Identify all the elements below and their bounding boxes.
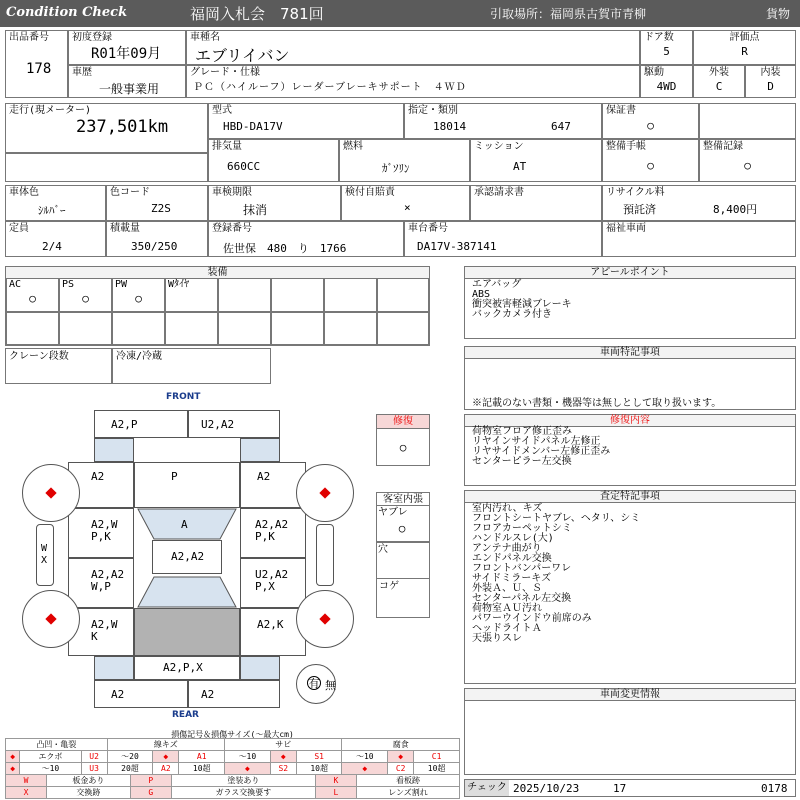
mission: AT — [513, 160, 527, 173]
spare-has: 有 — [308, 677, 320, 690]
front-bumper-right — [188, 410, 280, 438]
first-reg-label: 初度登録 — [72, 32, 112, 43]
colorcode-cell — [106, 185, 208, 221]
dmg-rb-l: A2 — [111, 688, 125, 701]
disp-cell — [208, 139, 339, 182]
code-key: L — [315, 787, 356, 799]
special-title: 車両特記事項 — [465, 347, 795, 359]
special-note: ※記載のない書類・機器等は無しとして取り扱います。 — [472, 398, 722, 409]
legend-cell: ◆ — [6, 751, 20, 763]
chassis-label: 車台番号 — [408, 223, 448, 234]
equip-wtire-label: Wﾀｲﾔ — [168, 279, 190, 290]
legend-cell: ～10 — [342, 751, 388, 763]
equip-empty-1 — [218, 278, 271, 312]
fuel-label: 燃料 — [343, 141, 363, 152]
recycle-status: 預託済 — [623, 203, 656, 216]
crane-cell — [5, 348, 112, 384]
legend-cell: A1 — [179, 751, 225, 763]
maint: ○ — [647, 159, 654, 172]
dmg-rq-r: A2,K — [257, 618, 284, 631]
maint-cell — [602, 139, 699, 182]
code-key: W — [6, 775, 47, 787]
interior-hole — [376, 542, 430, 579]
color-label: 車体色 — [9, 187, 39, 198]
equip-empty-5 — [6, 312, 59, 345]
app-title: Condition Check — [6, 5, 128, 20]
wheel-front-right — [296, 464, 354, 522]
roof — [152, 540, 222, 574]
equip-pw-mark: ○ — [135, 292, 142, 305]
equip-empty-10 — [271, 312, 324, 345]
repair-mark-title: 修復 — [377, 415, 429, 429]
inspect-cell — [208, 185, 341, 221]
int-grade: D — [767, 80, 774, 93]
legend-cell: A2 — [153, 763, 179, 775]
windshield — [134, 508, 240, 540]
wheel-front-left — [22, 464, 80, 522]
dmg-rb-r: A2 — [201, 688, 215, 701]
load-cell — [106, 221, 208, 257]
legend-cell: ◆ — [388, 751, 414, 763]
assess-line: パワーウインドウ前席のみ — [472, 613, 592, 624]
rear-window-shape — [134, 576, 240, 608]
blank-cell-a — [699, 103, 796, 139]
side-sill-left — [36, 524, 54, 586]
repair-line: センターピラー左交換 — [472, 456, 572, 467]
score-cell — [693, 30, 796, 65]
wheel-marker-icon — [45, 613, 56, 624]
maint-label: 整備手帳 — [606, 141, 646, 152]
drive-cell — [640, 65, 693, 98]
equip-pw-label: PW — [115, 279, 128, 290]
assess-line: 室内汚れ、キズ — [472, 503, 543, 514]
legend-group: 凸凹・亀裂 — [6, 739, 108, 751]
repair-mark: ○ — [399, 441, 407, 454]
rear-right-corner — [240, 656, 280, 680]
selfinspect-cell — [341, 185, 470, 221]
front-bumper-left — [94, 410, 188, 438]
dmg-fb-l: A2,P — [111, 418, 138, 431]
model: HBD-DA17V — [223, 120, 283, 133]
legend-cell: U3 — [81, 763, 107, 775]
front-label: FRONT — [166, 392, 201, 402]
history: 一般事業用 — [99, 82, 160, 96]
legend-cell: C2 — [388, 763, 414, 775]
first-reg-cell — [68, 30, 186, 65]
vehicle-name: エブリイバン — [195, 46, 290, 65]
recycle-label: リサイクル料 — [606, 187, 665, 198]
pickup-location: 引取場所：福岡県古賀市青柳 — [490, 7, 647, 21]
check-label: チェック — [465, 780, 509, 796]
lot-cell — [5, 30, 68, 98]
check-num: 17 — [613, 782, 627, 795]
appeal-line: ABS — [472, 289, 491, 300]
repair-line: リヤサイドメンバー左修正歪み — [472, 446, 611, 457]
recycle-fee: 8,400円 — [713, 203, 758, 216]
rear-gate — [134, 656, 240, 680]
dmg-rd-l: A2,A2 W,P — [91, 568, 125, 593]
dmg-ws: A — [181, 518, 188, 531]
equip-ac — [6, 278, 59, 312]
code-desc: ガラス交換要す — [171, 787, 315, 799]
equip-ps-label: PS — [62, 279, 75, 290]
change-section — [464, 688, 796, 775]
legend-cell: ◆ — [225, 763, 271, 775]
grade-cell — [186, 65, 640, 98]
interior-title: 客室内張 — [377, 493, 429, 506]
legend-cell: 10超 — [296, 763, 342, 775]
wheel-rear-right — [296, 590, 354, 648]
ext-label: 外装 — [709, 67, 729, 78]
history-cell — [68, 65, 186, 98]
maintrec: ○ — [744, 159, 751, 172]
legend-group: 腐食 — [342, 739, 460, 751]
appeal-line: 衝突被害軽減ブレーキ — [472, 299, 572, 310]
legend-cell: S2 — [270, 763, 296, 775]
first-reg: R01年09月 — [91, 46, 162, 62]
side-sill-right — [316, 524, 334, 586]
warranty-label: 保証書 — [606, 105, 636, 116]
mileage-cell — [5, 103, 208, 153]
code-key: G — [130, 787, 171, 799]
lot-number: 178 — [26, 61, 52, 77]
legend-table — [5, 738, 460, 775]
dmg-fb-r: U2,A2 — [201, 418, 235, 431]
fuel: ｶﾞｿﾘﾝ — [382, 162, 410, 175]
int-cell — [745, 65, 796, 98]
desig-1: 18014 — [433, 120, 467, 133]
grade: ＰＣ（ハイルーフ）レーダーブレーキサポート ４ＷＤ — [193, 82, 467, 93]
crane-label: クレーン段数 — [9, 351, 69, 362]
front-right-corner — [240, 438, 280, 462]
equip-empty-2 — [271, 278, 324, 312]
equip-empty-3 — [324, 278, 377, 312]
colorcode-label: 色コード — [110, 187, 150, 198]
approval-label: 承認請求書 — [474, 187, 524, 198]
mileage: 237,501km — [76, 117, 169, 137]
code-key: X — [6, 787, 47, 799]
legend-title: 損傷記号＆損傷サイズ(～最大cm) — [171, 730, 294, 739]
rear-door-right — [240, 558, 306, 608]
legend-cell: ～10 — [225, 751, 271, 763]
welfare-label: 福祉車両 — [606, 223, 646, 234]
inspect: 抹消 — [243, 203, 268, 217]
legend-cell: エクボ — [20, 751, 81, 763]
equip-ac-label: AC — [9, 279, 22, 290]
equip-ps — [59, 278, 112, 312]
code-desc: 看板跡 — [356, 775, 459, 787]
dmg-fd-l: A2,W P,K — [91, 518, 118, 543]
approval-cell — [470, 185, 602, 221]
dmg-side: W X — [41, 543, 48, 566]
equip-empty-11 — [324, 312, 377, 345]
assess-line: センターパネル左交換 — [472, 593, 572, 604]
maintrec-label: 整備記録 — [703, 141, 743, 152]
color-cell — [5, 185, 106, 221]
spare-none: 無 — [325, 679, 336, 692]
selfinspect: × — [404, 201, 411, 214]
capacity-cell — [5, 221, 106, 257]
dmg-fd-r: A2,A2 P,K — [255, 518, 289, 543]
dmg-hood-l: A2 — [91, 470, 105, 483]
dmg-rd-r: U2,A2 P,X — [255, 568, 289, 593]
dmg-rq-l: A2,W K — [91, 618, 118, 643]
inspect-label: 車検期限 — [212, 187, 252, 198]
regno: 佐世保 480 り 1766 — [223, 242, 347, 255]
equip-pw — [112, 278, 165, 312]
appeal-section — [464, 266, 796, 339]
appeal-line: バックカメラ付き — [472, 309, 552, 320]
equip-empty-12 — [377, 312, 429, 345]
legend-group: サビ — [225, 739, 342, 751]
welfare-cell — [602, 221, 796, 257]
equip-ac-mark: ○ — [29, 292, 36, 305]
score-label: 評価点 — [729, 32, 760, 43]
model-cell — [208, 103, 404, 139]
grade-label: グレード・仕様 — [190, 67, 260, 78]
legend-group-row — [6, 739, 460, 751]
color: ｼﾙﾊﾞｰ — [38, 204, 66, 217]
wheel-marker-icon — [319, 487, 330, 498]
legend-cell: ～20 — [107, 751, 153, 763]
assess-line: 天張りスレ — [472, 633, 522, 644]
equip-empty-8 — [165, 312, 218, 345]
repair-title: 修復内容 — [465, 415, 795, 427]
selfinspect-label: 検付自賠責 — [345, 187, 395, 198]
change-title: 車両変更情報 — [465, 689, 795, 701]
interior-tear-label: ヤブレ — [378, 507, 408, 518]
auction-title: 福岡入札会 781回 — [190, 5, 324, 23]
equip-grid — [6, 278, 429, 345]
fuel-cell — [339, 139, 470, 182]
legend-cell: C1 — [414, 751, 460, 763]
repair-line: 荷物室フロア修正歪み — [472, 426, 572, 437]
wheel-marker-icon — [45, 487, 56, 498]
legend-row-1 — [6, 751, 460, 763]
code-desc: レンズ割れ — [356, 787, 459, 799]
rear-window — [134, 576, 240, 608]
mileage-label: 走行(現メーター) — [9, 105, 92, 116]
assess-line: フロントバンパーワレ — [472, 563, 572, 574]
code-table — [5, 774, 460, 799]
code-key: K — [315, 775, 356, 787]
lot-label: 出品番号 — [9, 32, 49, 43]
appeal-line: エアバッグ — [472, 279, 522, 290]
name-cell — [186, 30, 640, 65]
equip-empty-6 — [59, 312, 112, 345]
code-row — [6, 775, 460, 787]
doors: 5 — [663, 45, 670, 58]
int-label: 内装 — [760, 67, 781, 78]
rear-bumper-right — [188, 680, 280, 708]
doors-label: ドア数 — [644, 32, 674, 43]
chassis: DA17V-387141 — [417, 240, 497, 253]
desig-2: 647 — [551, 120, 571, 133]
legend-cell: U2 — [81, 751, 107, 763]
blank-mileage-lower — [5, 153, 208, 182]
legend-cell: S1 — [296, 751, 342, 763]
model-label: 型式 — [212, 105, 232, 116]
history-label: 車歴 — [72, 67, 92, 78]
rear-bumper-left — [94, 680, 188, 708]
load-label: 積載量 — [110, 223, 140, 234]
equip-empty-7 — [112, 312, 165, 345]
repair-section — [464, 414, 796, 486]
warranty: ○ — [647, 119, 654, 132]
assess-line: 外装Ａ、Ｕ、Ｓ — [472, 583, 542, 594]
code-key: P — [130, 775, 171, 787]
rear-left-corner — [94, 656, 134, 680]
mission-cell — [470, 139, 602, 182]
regno-label: 登録番号 — [212, 223, 252, 234]
legend-cell: ◆ — [342, 763, 388, 775]
interior-burn-label: コゲ — [379, 581, 399, 592]
code-desc: 板金あり — [47, 775, 131, 787]
assess-line: ヘッドライトＡ — [472, 623, 542, 634]
code-row — [6, 787, 460, 799]
front-door-right — [240, 508, 306, 558]
ext-cell — [693, 65, 745, 98]
desig-label: 指定・類別 — [408, 105, 458, 116]
capacity: 2/4 — [42, 240, 62, 253]
dmg-hood-r: A2 — [257, 470, 271, 483]
cargo-area — [134, 608, 240, 656]
special-section — [464, 346, 796, 410]
interior-hole-label: 穴 — [378, 544, 388, 555]
legend-cell: ～10 — [20, 763, 81, 775]
maintrec-cell — [699, 139, 796, 182]
chassis-cell — [404, 221, 602, 257]
header-bar — [0, 0, 800, 27]
front-door-left — [68, 508, 134, 558]
drive: 4WD — [656, 80, 677, 93]
rear-label: REAR — [172, 710, 199, 720]
freezer-label: 冷凍/冷蔵 — [116, 351, 163, 362]
assess-line: フロアカーペットシミ — [472, 523, 572, 534]
legend-cell: 10超 — [414, 763, 460, 775]
equip-empty-4 — [377, 278, 429, 312]
recycle-cell — [602, 185, 796, 221]
disp-label: 排気量 — [212, 141, 242, 152]
appeal-title: アピールポイント — [465, 267, 795, 279]
legend-cell: 20超 — [107, 763, 153, 775]
legend-row-2 — [6, 763, 460, 775]
assess-line: サイドミラーキズ — [472, 573, 552, 584]
legend-cell: ◆ — [6, 763, 20, 775]
interior-tear-mark: ○ — [398, 522, 406, 535]
legend-cell: ◆ — [153, 751, 179, 763]
front-left-corner — [94, 438, 134, 462]
wheel-marker-icon — [319, 613, 330, 624]
assess-line: フロントシートヤブレ、ヘタリ、シミ — [472, 513, 641, 524]
score: R — [741, 45, 748, 58]
ext-grade: C — [715, 80, 723, 93]
equipment-title: 装備 — [6, 267, 429, 279]
check-date: 2025/10/23 — [513, 782, 580, 795]
doors-cell — [640, 30, 693, 65]
rear-door-left — [68, 558, 134, 608]
hood — [134, 462, 240, 508]
assess-line: アンテナ曲がり — [472, 543, 542, 554]
code-desc: 交換跡 — [47, 787, 131, 799]
legend-cell: ◆ — [270, 751, 296, 763]
assess-line: ハンドルスレ(大) — [472, 533, 554, 544]
assess-title: 査定特記事項 — [465, 491, 795, 503]
dmg-rear: A2,P,X — [163, 661, 203, 674]
code-desc: 塗装あり — [171, 775, 315, 787]
warranty-cell — [602, 103, 699, 139]
repair-line: リヤインサイドパネル左修正 — [472, 436, 601, 447]
interior-box — [376, 492, 430, 618]
equipment-section — [5, 266, 430, 346]
colorcode: Z2S — [151, 202, 171, 215]
repair-mark-box — [376, 414, 430, 466]
name-label: 車種名 — [190, 32, 220, 43]
regno-cell — [208, 221, 404, 257]
dmg-hood-c: P — [171, 470, 178, 483]
dmg-roof: A2,A2 — [171, 550, 205, 563]
assess-section — [464, 490, 796, 684]
vehicle-type: 貨物 — [766, 7, 791, 21]
desig-cell — [404, 103, 602, 139]
assess-line: エンドパネル交換 — [472, 553, 552, 564]
check-id: 0178 — [761, 782, 788, 795]
check-footer — [464, 779, 796, 797]
drive-label: 駆動 — [644, 67, 664, 78]
interior-tear — [376, 505, 430, 542]
legend-cell: 10超 — [179, 763, 225, 775]
equip-ps-mark: ○ — [82, 292, 89, 305]
equip-empty-9 — [218, 312, 271, 345]
equip-wtire — [165, 278, 218, 312]
mission-label: ミッション — [474, 141, 524, 152]
assess-line: 荷物室ＡＵ汚れ — [472, 603, 542, 614]
freezer-cell — [112, 348, 271, 384]
wheel-rear-left — [22, 590, 80, 648]
displacement: 660CC — [227, 160, 261, 173]
load: 350/250 — [131, 240, 178, 253]
legend-group: 線キズ — [107, 739, 224, 751]
capacity-label: 定員 — [9, 223, 29, 234]
